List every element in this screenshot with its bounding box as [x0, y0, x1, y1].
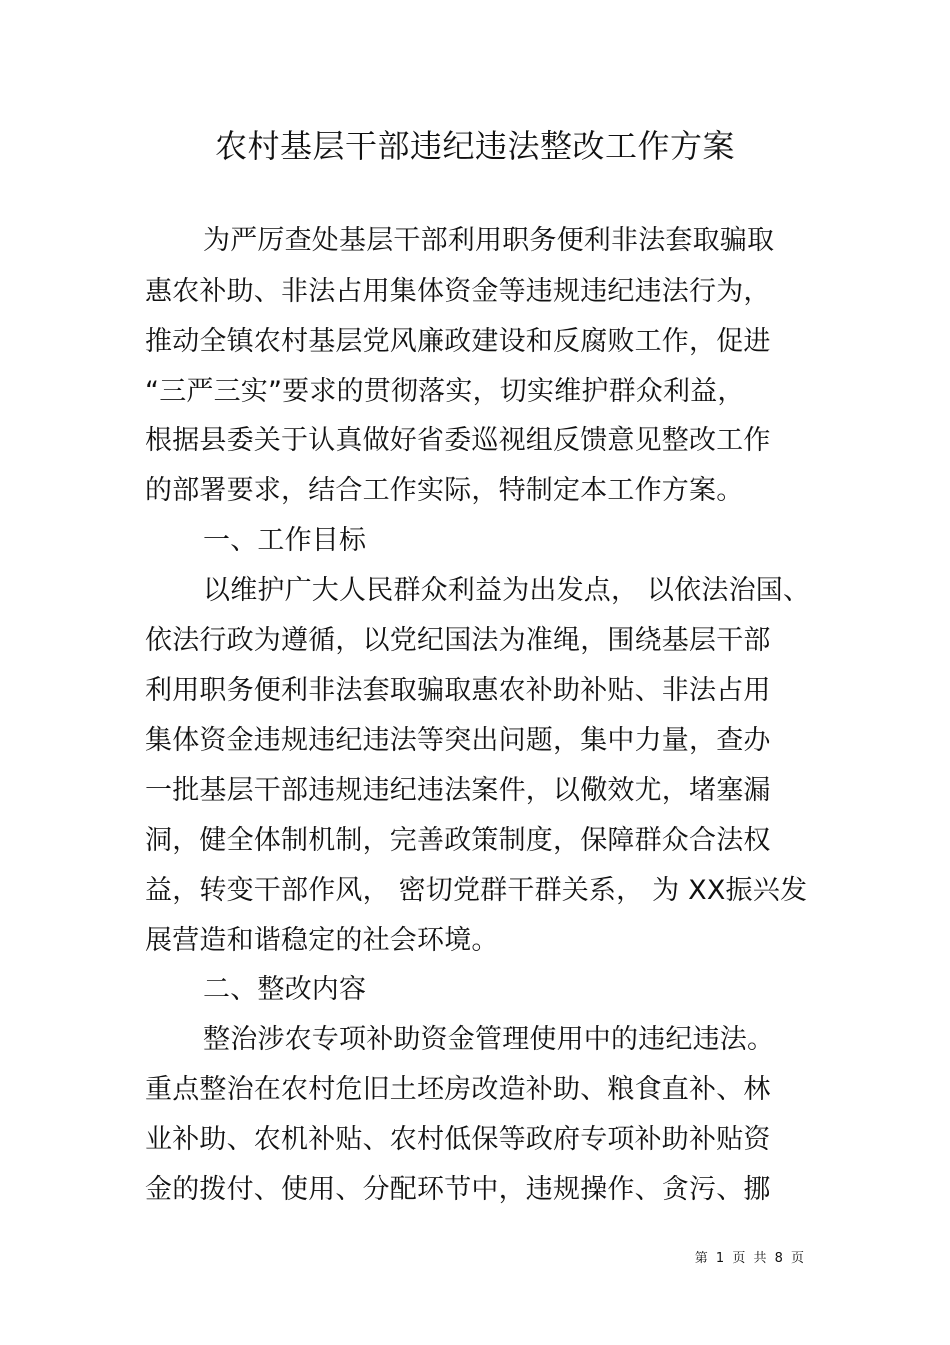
body-line: 一批基层干部违规违纪违法案件，以儆效尤，堵塞漏	[145, 775, 771, 806]
body-line: 集体资金违规违纪违法等突出问题，集中力量，查办	[145, 725, 771, 756]
section-heading: 二、整改内容	[203, 974, 367, 1005]
body-line: 业补助、农机补贴、农村低保等政府专项补助补贴资	[145, 1124, 771, 1155]
body-line: 为严厉查处基层干部利用职务便利非法套取骗取	[203, 225, 775, 256]
section-heading: 一、工作目标	[203, 525, 367, 556]
page-title: 农村基层干部违纪违法整改工作方案	[214, 127, 735, 165]
body-line: “三严三实”要求的贯彻落实，切实维护群众利益，	[145, 376, 745, 407]
body-line: 利用职务便利非法套取骗取惠农补助补贴、非法占用	[145, 675, 771, 706]
body-line: 根据县委关于认真做好省委巡视组反馈意见整改工作	[145, 425, 771, 456]
body-line: 依法行政为遵循，以党纪国法为准绳，围绕基层干部	[145, 625, 771, 656]
body-line: 以维护广大人民群众利益为出发点， 以依法治国、	[203, 575, 811, 606]
body-line: 展营造和谐稳定的社会环境。	[145, 925, 499, 956]
body-line: 推动全镇农村基层党风廉政建设和反腐败工作，促进	[145, 326, 771, 357]
page-footer: 第 1 页 共 8 页	[694, 1251, 806, 1266]
body-line: 的部署要求，结合工作实际，特制定本工作方案。	[145, 475, 744, 506]
body-line: 益，转变干部作风， 密切党群干群关系， 为 XX振兴发	[145, 875, 808, 906]
body-line: 洞，健全体制机制，完善政策制度，保障群众合法权	[145, 825, 771, 856]
body-line: 重点整治在农村危旧土坯房改造补助、粮食直补、林	[145, 1074, 771, 1105]
body-line: 整治涉农专项补助资金管理使用中的违纪违法。	[203, 1024, 775, 1055]
body-line: 金的拨付、使用、分配环节中，违规操作、贪污、挪	[145, 1174, 771, 1205]
body-line: 惠农补助、非法占用集体资金等违规违纪违法行为，	[145, 276, 771, 307]
